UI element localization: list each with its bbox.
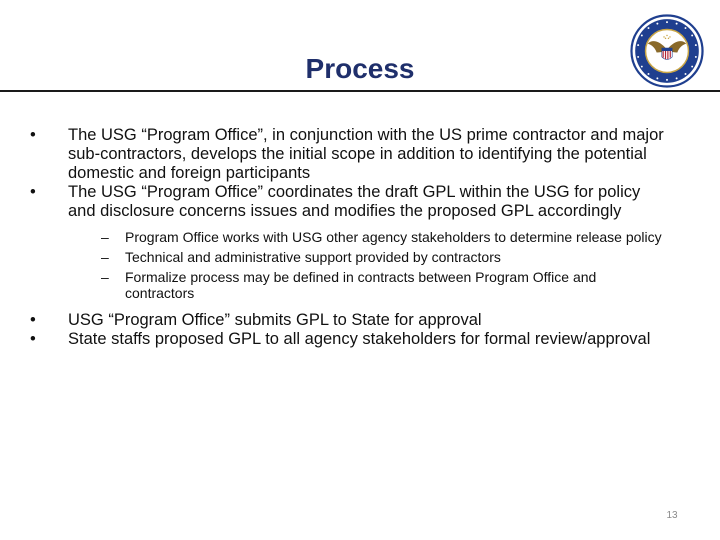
bullet-marker: • bbox=[30, 311, 36, 329]
bullet-item bbox=[28, 311, 668, 330]
bullet-text: The USG “Program Office” coordinates the draft GPL within the USG for policy and disclosure concerns issues and modifies the proposed GPL accordingly bbox=[68, 183, 641, 220]
title-divider bbox=[0, 90, 720, 92]
bullet-text: The USG “Program Office”, in conjunction with the US prime contractor and major sub-contractors, develops the initial scope in addition to identifying the potential domestic and foreign participants bbox=[68, 126, 664, 182]
bullet-text: State staffs proposed GPL to all agency stakeholders for formal review/approval bbox=[68, 330, 651, 348]
bullet-text: USG “Program Office” submits GPL to State for approval bbox=[68, 311, 482, 329]
bullet-item bbox=[28, 126, 668, 183]
sub-bullet-text: Formalize process may be defined in contracts between Program Office and contractors bbox=[125, 269, 597, 301]
slide-title: Process bbox=[305, 53, 415, 84]
sub-bullet-item bbox=[28, 269, 668, 301]
sub-bullet-text: Program Office works with USG other agency stakeholders to determine release policy bbox=[125, 229, 662, 245]
us-department-of-state-seal-icon bbox=[630, 14, 704, 88]
sub-bullet-marker: – bbox=[101, 269, 109, 285]
sub-bullet-item bbox=[28, 229, 668, 245]
slide-body bbox=[28, 126, 668, 349]
bullet-item bbox=[28, 183, 668, 221]
sub-bullet-item bbox=[28, 249, 668, 265]
bullet-marker: • bbox=[30, 183, 36, 201]
bullet-item bbox=[28, 330, 668, 349]
sub-bullet-marker: – bbox=[101, 229, 109, 245]
bullet-marker: • bbox=[30, 330, 36, 348]
sub-bullet-text: Technical and administrative support provided by contractors bbox=[125, 249, 501, 265]
bullet-marker: • bbox=[30, 126, 36, 144]
page-number: 13 bbox=[666, 510, 678, 521]
sub-bullet-marker: – bbox=[101, 249, 109, 265]
